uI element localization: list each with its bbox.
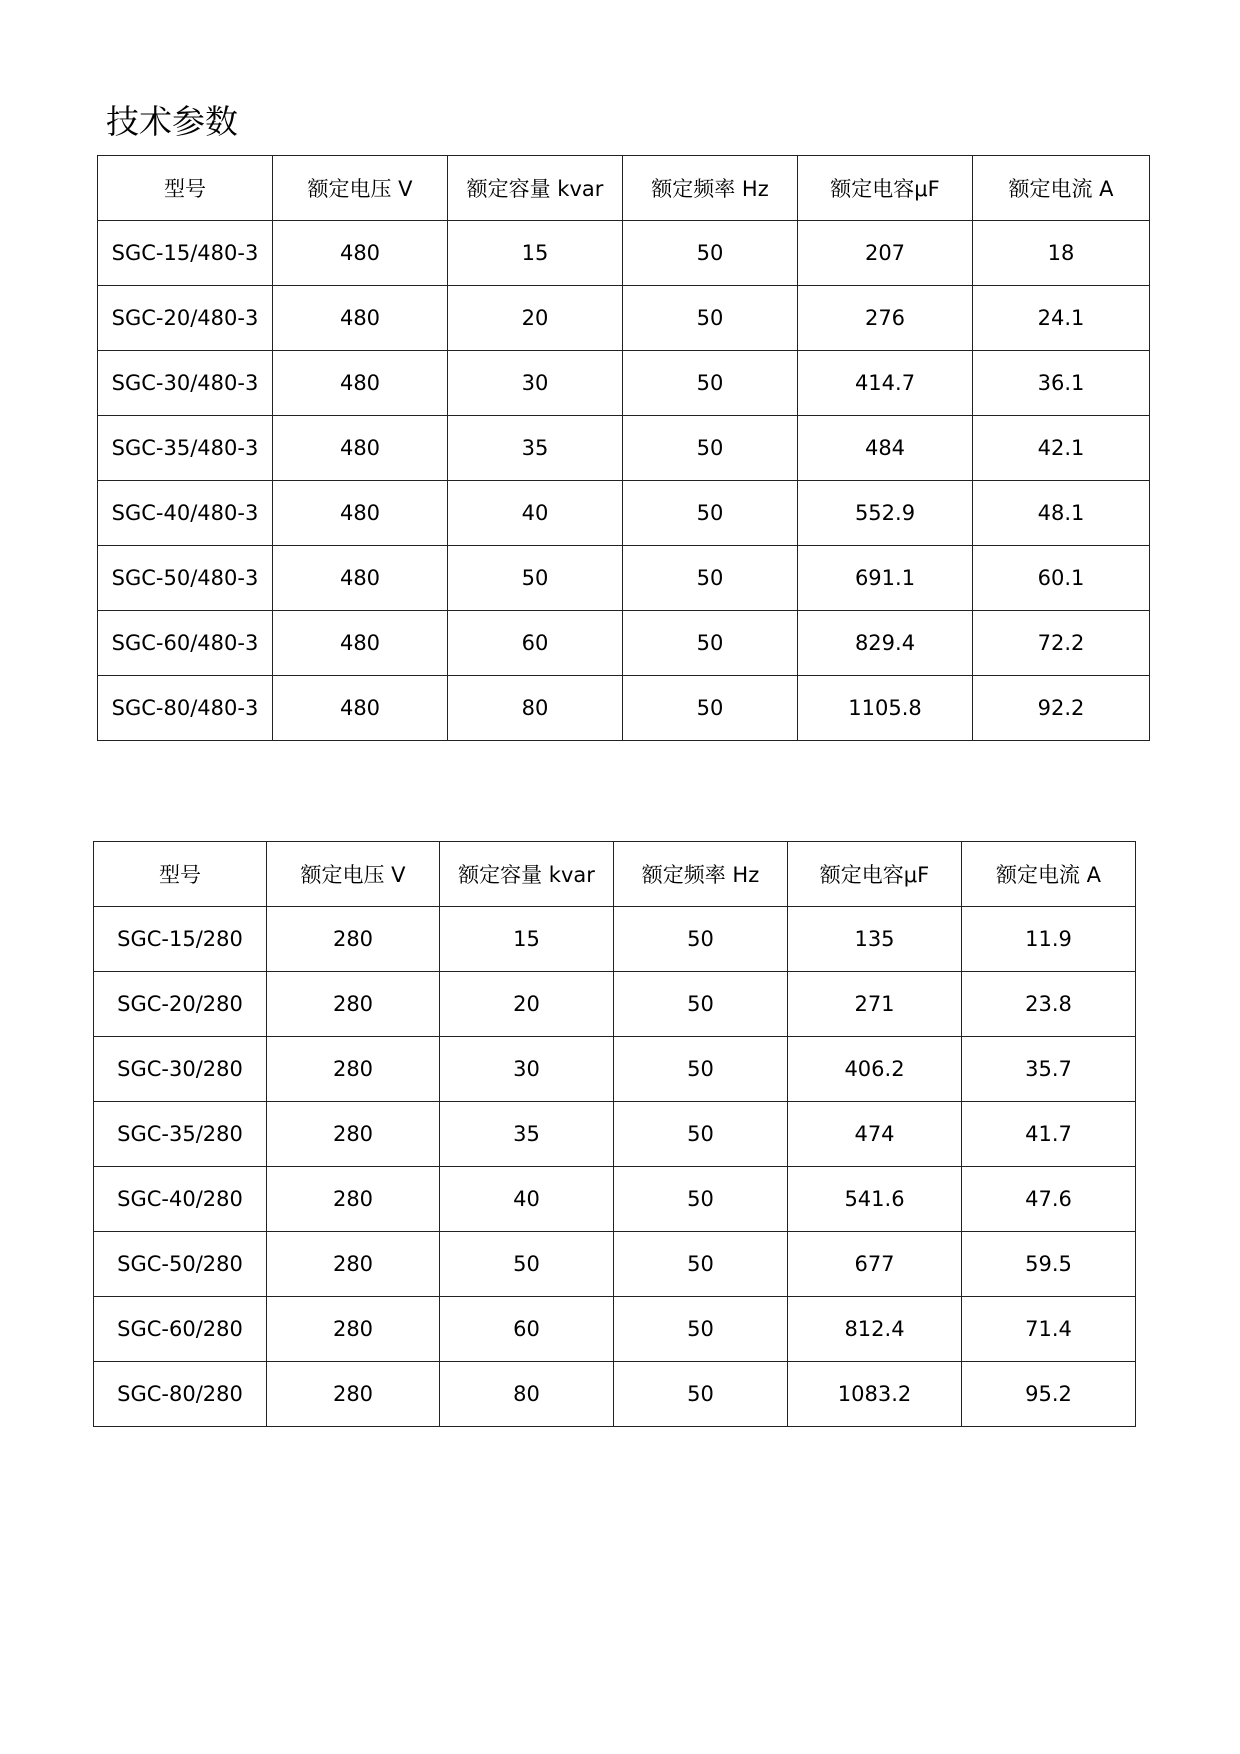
cell-rated-frequency: 50 [614,1362,788,1427]
cell-rated-frequency: 50 [623,481,798,546]
table-row [98,546,1150,611]
cell-rated-current: 23.8 [962,972,1136,1037]
column-header-rated-capacity: 额定容量 kvar [448,156,623,221]
cell-rated-current: 24.1 [973,286,1150,351]
column-header-model: 型号 [98,156,273,221]
cell-rated-frequency: 50 [614,1102,788,1167]
cell-rated-capacitance: 135 [788,907,962,972]
column-header-rated-capacity: 额定容量 kvar [440,842,614,907]
cell-rated-frequency: 50 [623,546,798,611]
cell-rated-current: 60.1 [973,546,1150,611]
column-header-rated-frequency: 额定频率 Hz [614,842,788,907]
column-header-rated-current: 额定电流 A [962,842,1136,907]
cell-rated-capacity: 20 [448,286,623,351]
cell-rated-capacitance: 474 [788,1102,962,1167]
cell-rated-capacitance: 276 [798,286,973,351]
cell-model: SGC-15/480-3 [98,221,273,286]
table-row [94,972,1136,1037]
table-row [98,351,1150,416]
cell-model: SGC-50/480-3 [98,546,273,611]
cell-rated-voltage: 280 [267,1362,440,1427]
column-header-rated-voltage: 额定电压 V [267,842,440,907]
cell-rated-capacitance: 1105.8 [798,676,973,741]
cell-rated-frequency: 50 [623,286,798,351]
column-header-rated-current: 额定电流 A [973,156,1150,221]
cell-rated-frequency: 50 [614,972,788,1037]
cell-rated-frequency: 50 [614,1037,788,1102]
cell-rated-current: 42.1 [973,416,1150,481]
column-header-rated-frequency: 额定频率 Hz [623,156,798,221]
cell-model: SGC-30/280 [94,1037,267,1102]
cell-rated-capacitance: 541.6 [788,1167,962,1232]
cell-rated-capacity: 30 [448,351,623,416]
cell-rated-capacitance: 691.1 [798,546,973,611]
cell-rated-capacity: 15 [440,907,614,972]
cell-rated-capacity: 80 [440,1362,614,1427]
column-header-rated-capacitance: 额定电容μF [788,842,962,907]
cell-rated-capacity: 40 [440,1167,614,1232]
table-row [98,221,1150,286]
cell-model: SGC-60/480-3 [98,611,273,676]
cell-rated-capacity: 40 [448,481,623,546]
cell-rated-voltage: 480 [273,481,448,546]
cell-rated-capacitance: 677 [788,1232,962,1297]
cell-model: SGC-60/280 [94,1297,267,1362]
cell-rated-current: 47.6 [962,1167,1136,1232]
table-row [94,1102,1136,1167]
cell-rated-current: 72.2 [973,611,1150,676]
spec-table-280v [93,841,1136,1427]
cell-rated-frequency: 50 [614,1297,788,1362]
cell-rated-frequency: 50 [623,676,798,741]
cell-rated-frequency: 50 [623,221,798,286]
cell-model: SGC-80/280 [94,1362,267,1427]
cell-rated-voltage: 280 [267,907,440,972]
cell-rated-voltage: 280 [267,972,440,1037]
cell-model: SGC-35/480-3 [98,416,273,481]
cell-rated-capacity: 60 [440,1297,614,1362]
cell-model: SGC-80/480-3 [98,676,273,741]
cell-rated-current: 95.2 [962,1362,1136,1427]
table-header-row [94,842,1136,907]
cell-rated-current: 41.7 [962,1102,1136,1167]
cell-rated-voltage: 480 [273,416,448,481]
cell-rated-voltage: 480 [273,676,448,741]
cell-rated-capacity: 15 [448,221,623,286]
table-row [98,286,1150,351]
cell-rated-capacitance: 1083.2 [788,1362,962,1427]
cell-rated-current: 18 [973,221,1150,286]
column-header-model: 型号 [94,842,267,907]
cell-rated-frequency: 50 [614,907,788,972]
cell-rated-capacitance: 414.7 [798,351,973,416]
cell-rated-capacity: 35 [448,416,623,481]
table-row [98,676,1150,741]
cell-rated-capacity: 50 [440,1232,614,1297]
cell-rated-capacitance: 829.4 [798,611,973,676]
cell-model: SGC-40/480-3 [98,481,273,546]
cell-rated-voltage: 480 [273,611,448,676]
cell-rated-current: 48.1 [973,481,1150,546]
table-row [98,416,1150,481]
table-row [98,611,1150,676]
cell-model: SGC-15/280 [94,907,267,972]
table-header-row [98,156,1150,221]
cell-rated-voltage: 280 [267,1167,440,1232]
cell-rated-capacity: 30 [440,1037,614,1102]
cell-rated-current: 36.1 [973,351,1150,416]
cell-rated-frequency: 50 [614,1167,788,1232]
cell-rated-capacity: 20 [440,972,614,1037]
cell-model: SGC-50/280 [94,1232,267,1297]
cell-rated-voltage: 480 [273,286,448,351]
cell-rated-voltage: 480 [273,221,448,286]
cell-rated-voltage: 480 [273,546,448,611]
column-header-rated-capacitance: 额定电容μF [798,156,973,221]
cell-rated-capacity: 80 [448,676,623,741]
cell-rated-voltage: 280 [267,1102,440,1167]
cell-model: SGC-40/280 [94,1167,267,1232]
cell-rated-voltage: 280 [267,1297,440,1362]
cell-rated-capacitance: 812.4 [788,1297,962,1362]
cell-rated-current: 11.9 [962,907,1136,972]
table-row [94,1297,1136,1362]
cell-rated-voltage: 280 [267,1037,440,1102]
cell-rated-frequency: 50 [614,1232,788,1297]
cell-rated-voltage: 480 [273,351,448,416]
cell-rated-capacity: 60 [448,611,623,676]
table-row [98,481,1150,546]
table-row [94,1232,1136,1297]
column-header-rated-voltage: 额定电压 V [273,156,448,221]
table-row [94,1167,1136,1232]
cell-rated-capacitance: 552.9 [798,481,973,546]
cell-rated-capacitance: 406.2 [788,1037,962,1102]
cell-model: SGC-30/480-3 [98,351,273,416]
cell-rated-frequency: 50 [623,611,798,676]
table-row [94,907,1136,972]
cell-rated-current: 71.4 [962,1297,1136,1362]
cell-rated-current: 92.2 [973,676,1150,741]
cell-rated-capacity: 35 [440,1102,614,1167]
spec-table-480v [97,155,1150,741]
cell-rated-frequency: 50 [623,416,798,481]
cell-model: SGC-35/280 [94,1102,267,1167]
cell-rated-capacitance: 484 [798,416,973,481]
cell-model: SGC-20/280 [94,972,267,1037]
cell-rated-current: 59.5 [962,1232,1136,1297]
page-title: 技术参数 [106,102,238,141]
cell-rated-capacity: 50 [448,546,623,611]
cell-rated-voltage: 280 [267,1232,440,1297]
table-row [94,1362,1136,1427]
table-row [94,1037,1136,1102]
cell-rated-frequency: 50 [623,351,798,416]
cell-rated-capacitance: 207 [798,221,973,286]
cell-rated-capacitance: 271 [788,972,962,1037]
cell-model: SGC-20/480-3 [98,286,273,351]
cell-rated-current: 35.7 [962,1037,1136,1102]
